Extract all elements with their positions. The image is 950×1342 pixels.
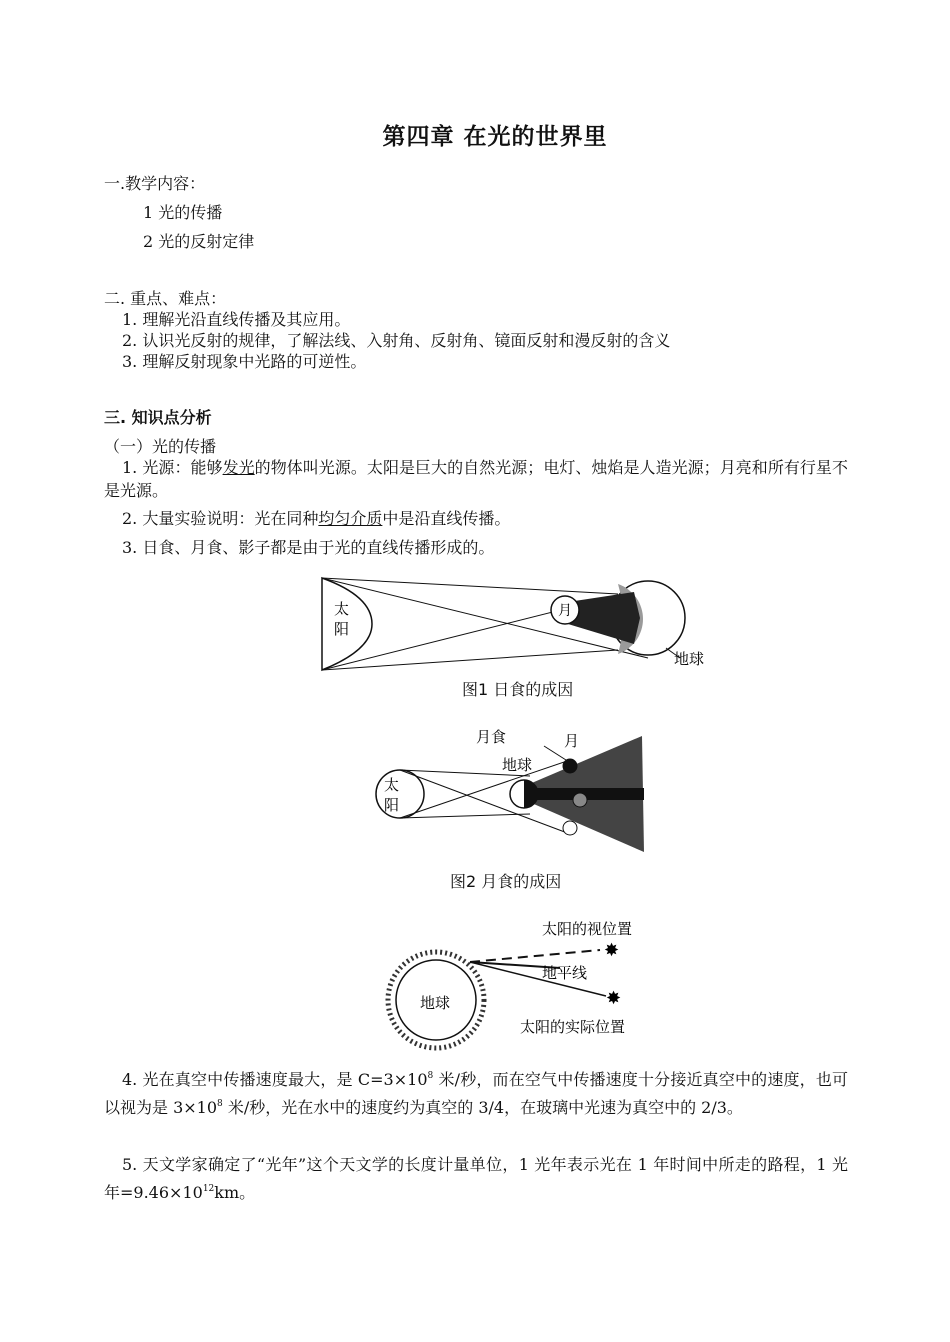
lunar-eclipse-label: 月食	[476, 728, 507, 746]
text: 中是沿直线传播。	[382, 509, 511, 528]
section-3-heading: 三. 知识点分析	[104, 408, 212, 427]
sun-label: 太	[334, 600, 350, 618]
section-2-item: 3. 理解反射现象中光路的可逆性。	[122, 352, 367, 371]
section-2-heading: 二. 重点、难点：	[104, 289, 227, 308]
paragraph-light-speed	[104, 1066, 848, 1122]
underlined-term: 均匀介质	[318, 509, 383, 528]
apparent-sight-line	[470, 950, 600, 962]
moon-shape	[563, 759, 577, 773]
paragraph-eclipse: 3. 日食、月食、影子都是由于光的直线传播形成的。	[122, 538, 495, 557]
moon-shape	[563, 821, 577, 835]
section-1-item: 2 光的反射定律	[143, 232, 255, 251]
paragraph-straight-line	[104, 505, 848, 533]
underlined-term: 发光	[222, 458, 255, 477]
moon-label: 月	[558, 603, 572, 619]
actual-position-label: 太阳的实际位置	[520, 1018, 626, 1036]
paragraph-light-year	[104, 1151, 848, 1207]
moon-label: 月	[564, 732, 580, 750]
text: 4. 光在真空中传播速度最大，是 C=3×10	[122, 1070, 428, 1089]
sun-label: 阳	[384, 796, 400, 814]
earth-label: 地球	[502, 756, 533, 774]
subsection-heading: （一）光的传播	[104, 437, 217, 456]
section-2-item: 1. 理解光沿直线传播及其应用。	[122, 310, 351, 329]
horizon-label: 地平线	[542, 964, 588, 982]
figure-2-caption: 图2 月食的成因	[450, 872, 562, 891]
refraction-diagram	[370, 912, 660, 1052]
moon-shadow-cone	[568, 592, 640, 644]
sun-label: 太	[384, 776, 400, 794]
moon-shape	[573, 793, 587, 807]
page-title: 第四章 在光的世界里	[382, 124, 608, 150]
text: km。	[214, 1183, 256, 1202]
actual-sun-icon: ✸	[606, 988, 622, 1009]
text: 5. 天文学家确定了“光年”这个天文学的长度计量单位，1 光年表示光在 1 年时间中所走的路程，1 光年=9.46×10	[104, 1155, 848, 1202]
paragraph-light-source	[104, 456, 848, 502]
exponent: 8	[217, 1099, 223, 1109]
apparent-sun-icon: ✸	[604, 940, 620, 961]
lunar-eclipse-diagram	[370, 722, 660, 862]
figure-1-caption: 图1 日食的成因	[462, 680, 574, 699]
earth-label: 地球	[674, 650, 705, 668]
earth-label: 地球	[420, 994, 451, 1012]
section-1-item: 1 光的传播	[143, 203, 223, 222]
section-2-item: 2. 认识光反射的规律，了解法线、入射角、反射角、镜面反射和漫反射的含义	[122, 331, 671, 350]
exponent: 12	[202, 1184, 215, 1194]
section-1-heading: 一.教学内容：	[104, 174, 206, 193]
text: 米/秒，光在水中的速度约为真空的 3/4，在玻璃中光速为真空中的 2/3。	[222, 1098, 743, 1117]
solar-eclipse-diagram	[318, 566, 718, 672]
text: 2. 大量实验说明：光在同种	[122, 509, 319, 528]
text: 1. 光源：能够	[122, 458, 223, 477]
text: 的物体叫光源。太阳是巨大的自然光源；电灯、烛焰是人造光源；月亮和所有行星不是光源。	[104, 458, 848, 500]
sun-label: 阳	[334, 620, 350, 638]
text: 米/秒，而在空气中传播速度十分接近真空中的速度，也可以视为是 3×10	[104, 1070, 848, 1117]
exponent: 8	[427, 1071, 434, 1081]
apparent-position-label: 太阳的视位置	[542, 920, 633, 938]
